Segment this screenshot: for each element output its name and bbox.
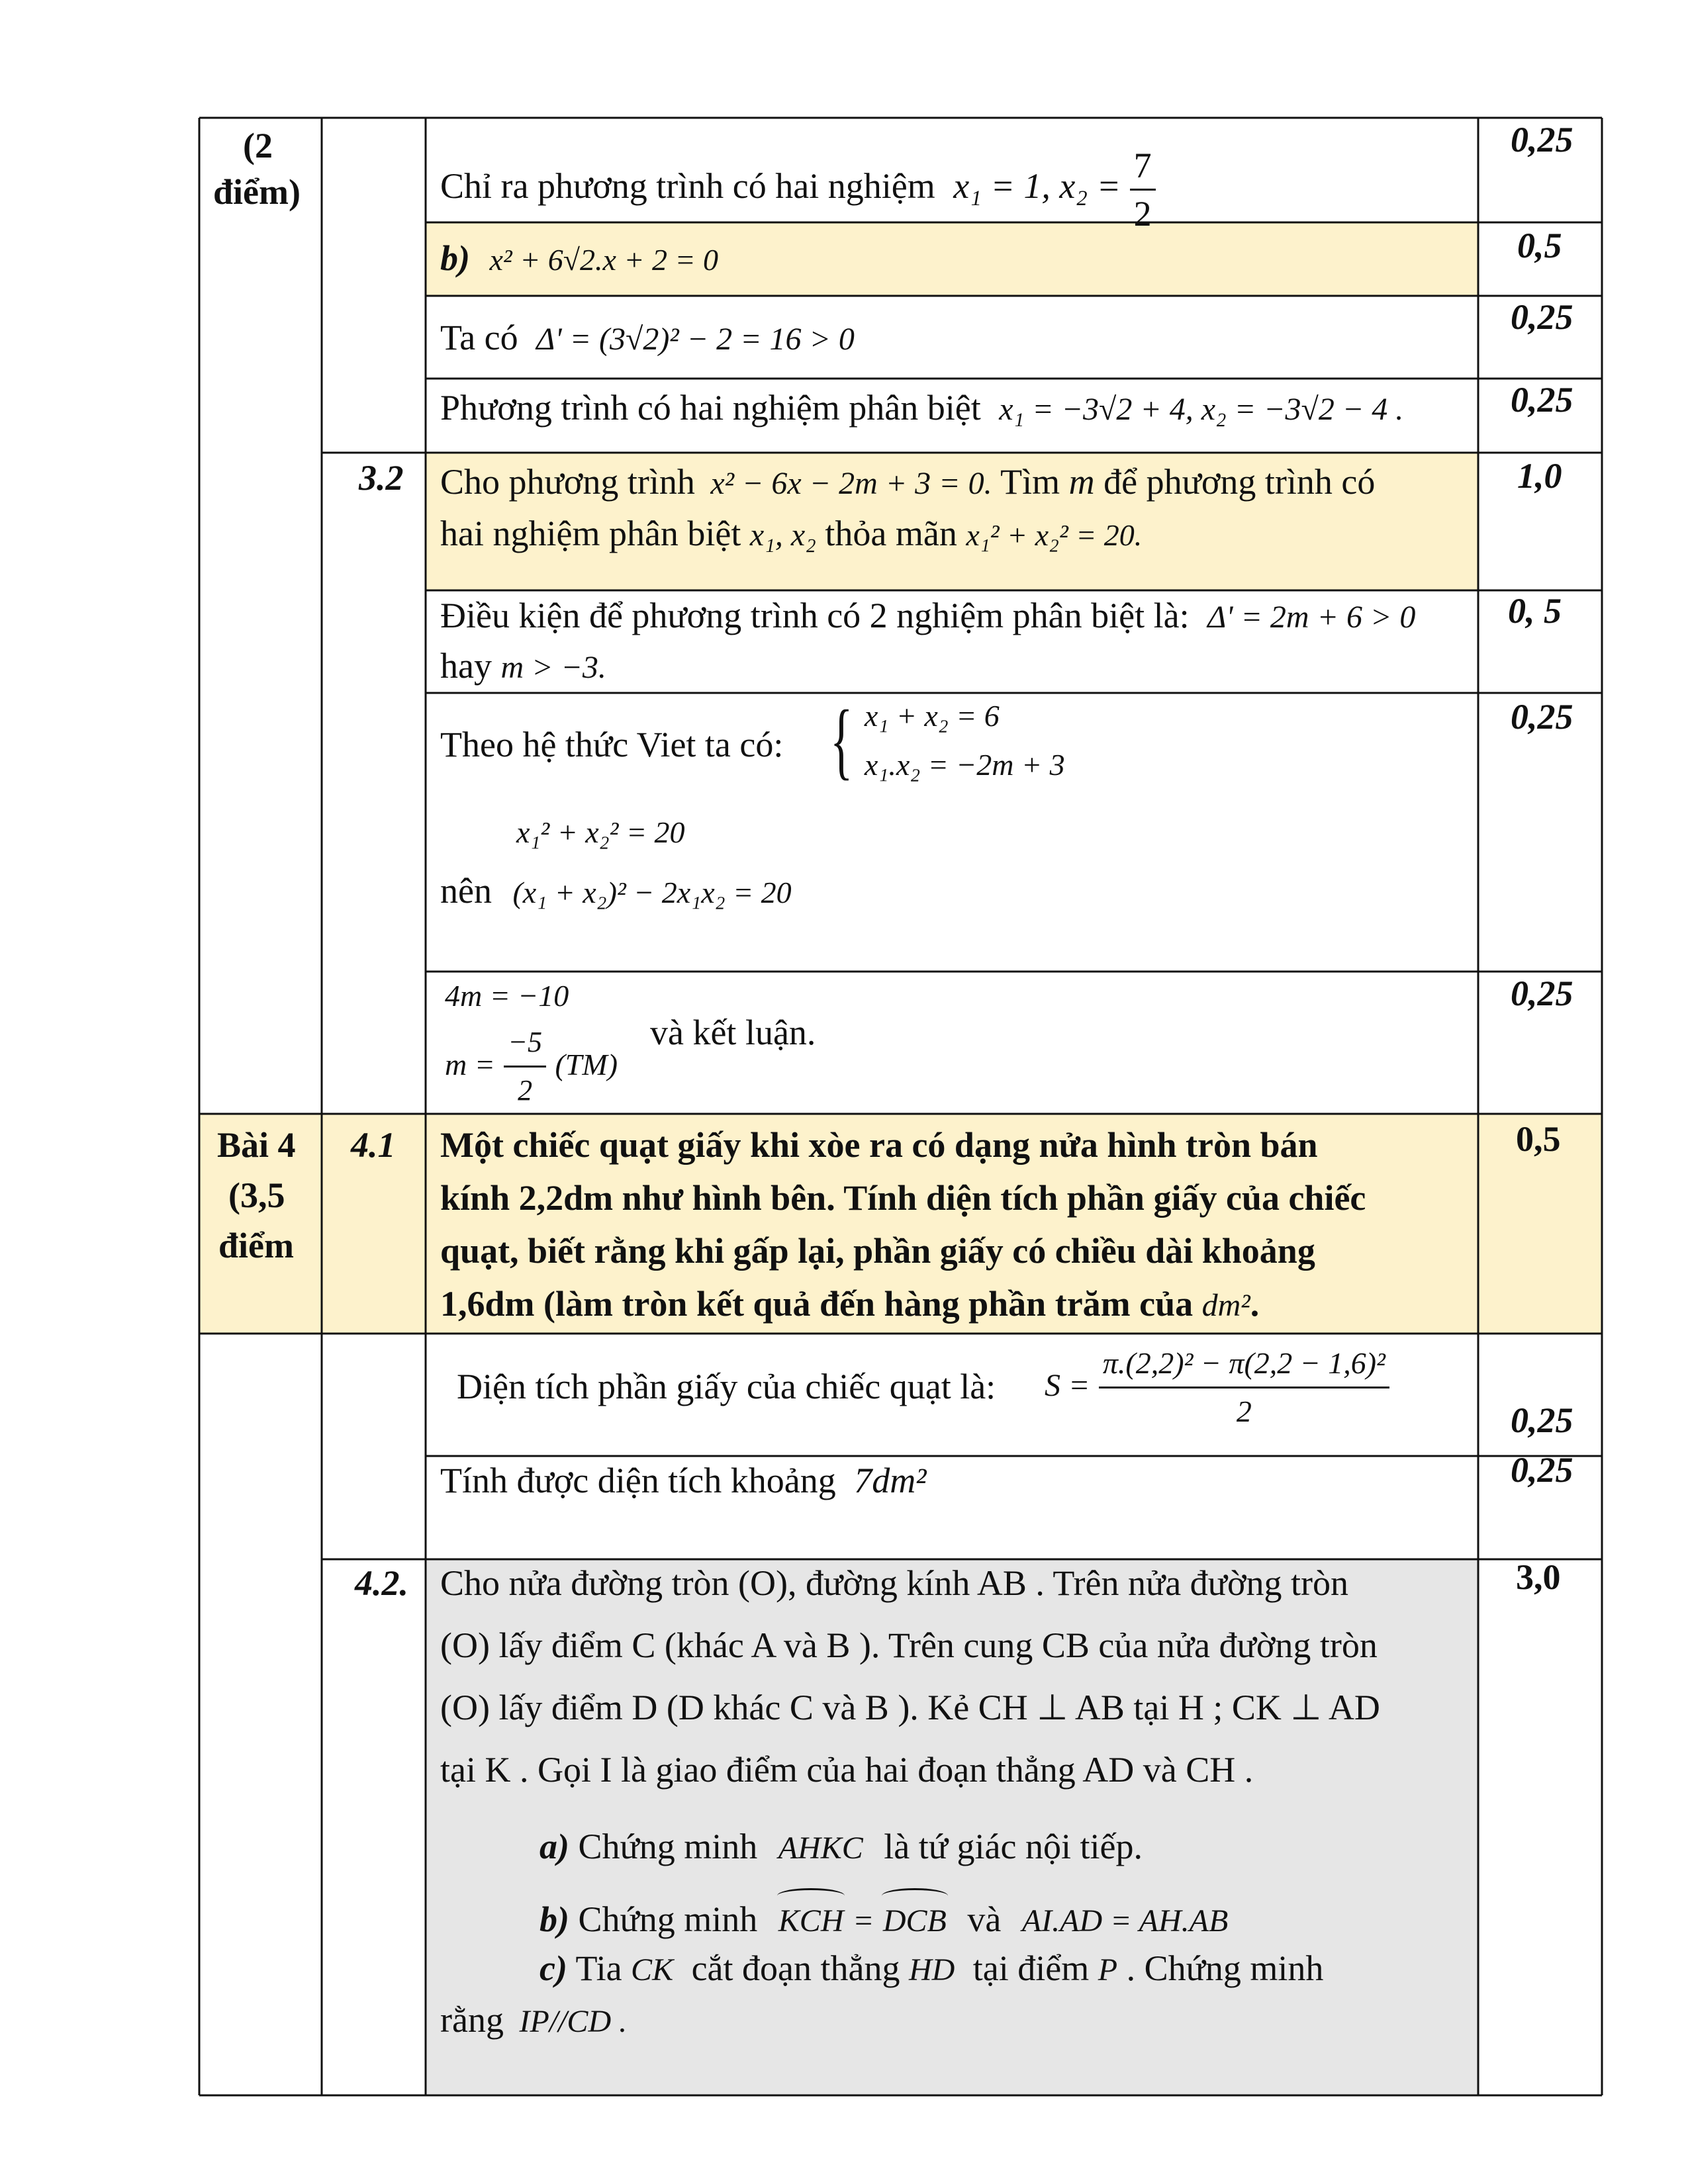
conclusion-text: và kết luận.: [650, 1013, 816, 1052]
expand-eq: nên (x₁ + x₂)² − 2x₁x₂ = 20: [440, 871, 792, 911]
condition-line2: hay m > −3.: [440, 646, 606, 686]
solve-m: m = $\frac{-5}{2}$ (TM): [445, 1019, 618, 1114]
bai4-label: Bài 4: [217, 1125, 296, 1165]
score-r3: 0,25: [1511, 297, 1573, 337]
score-r8: 0,25: [1511, 974, 1573, 1013]
part-label-points: điểm): [213, 172, 301, 212]
q32-line1: Cho phương trình x² − 6x − 2m + 3 = 0. Tìm m để phương trình có: [440, 462, 1376, 502]
score-r4: 0,25: [1511, 380, 1573, 420]
part-label: (2: [243, 126, 273, 165]
score-s1: 0,25: [1511, 1400, 1573, 1440]
area-result: Tính được diện tích khoảng 7dm²: [440, 1461, 927, 1500]
q42-line3: (O) lấy điểm D (D khác C và B ). Kẻ CH ⊥ AB tại H ; CK ⊥ AD: [440, 1688, 1380, 1727]
arc-kch: KCH: [778, 1895, 844, 1948]
q41-line1: Một chiếc quạt giấy khi xòe ra có dạng nửa hình tròn bán: [440, 1125, 1318, 1165]
question-number-4-1: 4.1: [351, 1125, 396, 1165]
q41-line4: 1,6dm (làm tròn kết quả đến hàng phần trăm của dm².: [440, 1284, 1260, 1324]
area-text: Diện tích phần giấy của chiếc quạt là:: [457, 1367, 996, 1406]
score-r2: 0,5: [1517, 226, 1562, 265]
sum-squares-eq: x₁² + x₂² = 20: [516, 815, 685, 849]
condition-line1: Điều kiện để phương trình có 2 nghiệm phân biệt là: Δ' = 2m + 6 > 0: [440, 596, 1416, 635]
score-4-1: 0,5: [1516, 1119, 1561, 1159]
row1-text: Chỉ ra phương trình có hai nghiệm x₁ = 1, x₂ = $\frac{7}{2}$: [440, 142, 1156, 237]
q41-line3: quạt, biết rằng khi gấp lại, phần giấy có chiều dài khoảng: [440, 1231, 1315, 1271]
fraction: $\frac{7}{2}$: [1130, 142, 1156, 237]
bai4-points-word: điểm: [218, 1226, 294, 1265]
q42-part-c-line2: rằng IP//CD .: [440, 2000, 628, 2040]
q42-part-c: c) Tia CK cắt đoạn thẳng HD tại điểm P . Chứng minh: [539, 1948, 1324, 1988]
q42-line2: (O) lấy điểm C (khác A và B ). Trên cung CB của nửa đường tròn: [440, 1625, 1378, 1665]
area-formula: S = $\frac{\text{π.(2,2)² − π(2,2 − 1,6)²}}{2}$: [1045, 1340, 1389, 1435]
score-r7: 0,25: [1511, 697, 1573, 737]
q32-line2: hai nghiệm phân biệt x₁, x₂ thỏa mãn x₁² + x₂² = 20.: [440, 514, 1143, 553]
q42-part-b: b) Chứng minh KCH = DCB và AI.AD = AH.AB: [539, 1893, 1228, 1948]
brace: {: [830, 693, 853, 788]
q42-line4: tại K . Gọi I là giao điểm của hai đoạn thẳng AD và CH .: [440, 1750, 1254, 1790]
row3-delta: Ta có Δ' = (3√2)² − 2 = 16 > 0: [440, 318, 855, 357]
row4-roots: Phương trình có hai nghiệm phân biệt x₁ = −3√2 + 4, x₂ = −3√2 − 4 .: [440, 388, 1404, 428]
question-number-4-2: 4.2.: [355, 1563, 408, 1603]
q42-line1: Cho nửa đường tròn (O), đường kính AB . Trên nửa đường tròn: [440, 1563, 1348, 1603]
score-r5: 1,0: [1517, 456, 1562, 496]
row2-equation: b) x² + 6√2.x + 2 = 0: [440, 238, 718, 278]
score-r6: 0, 5: [1508, 591, 1562, 631]
viet-text: Theo hệ thức Viet ta có:: [440, 725, 784, 764]
arc-dcb: DCB: [883, 1895, 947, 1948]
question-number-3-2: 3.2: [359, 458, 404, 498]
score-r1: 0,25: [1511, 120, 1573, 159]
q41-line2: kính 2,2dm như hình bên. Tính diện tích phần giấy của chiếc: [440, 1178, 1366, 1218]
bai4-points: (3,5: [228, 1175, 285, 1215]
score-4-2: 3,0: [1516, 1557, 1561, 1597]
viet-system: { x₁ + x₂ = 6 x₁.x₂ = −2m + 3: [830, 693, 1065, 788]
score-s2: 0,25: [1511, 1450, 1573, 1490]
q42-part-a: a) Chứng minh AHKC là tứ giác nội tiếp.: [539, 1827, 1143, 1866]
solve-4m: 4m = −10: [445, 979, 569, 1013]
